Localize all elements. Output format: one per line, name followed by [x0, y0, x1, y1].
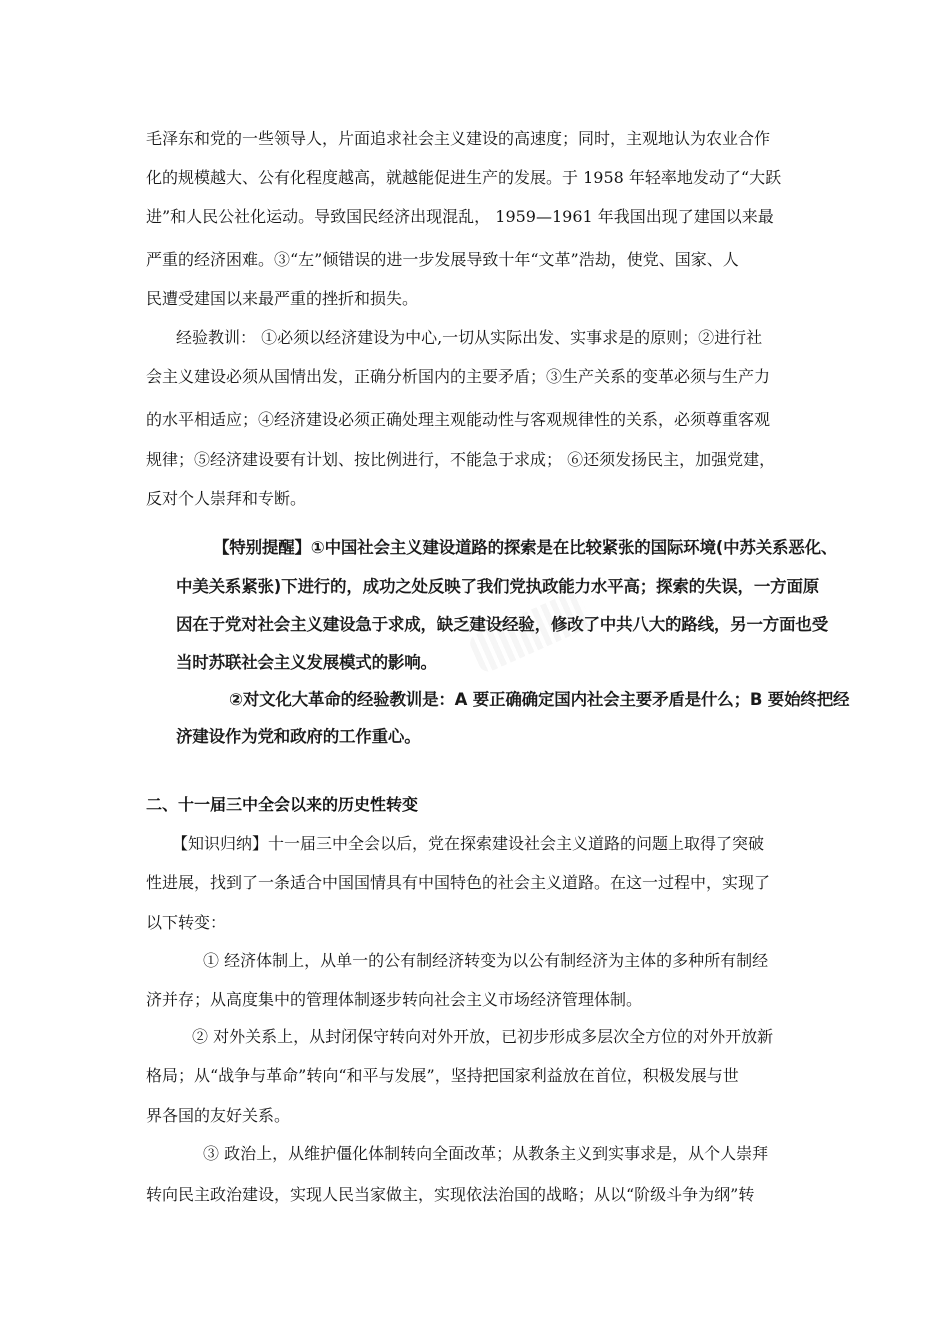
- reminder-line: 【特别提醒】①中国社会主义建设道路的探索是在比较紧张的国际环境(中苏关系恶化、: [213, 538, 838, 557]
- reminder-line: 当时苏联社会主义发展模式的影响。: [176, 653, 437, 672]
- lessons-line: 的水平相适应；④经济建设必须正确处理主观能动性与客观规律性的关系，必须尊重客观: [146, 410, 771, 429]
- reminder-line: 因在于党对社会主义建设急于求成，缺乏建设经验，修改了中共八大的路线，另一方面也受: [176, 615, 829, 634]
- section2-line: 【知识归纳】十一届三中全会以后，党在探索建设社会主义道路的问题上取得了突破: [172, 834, 765, 853]
- lessons-line: 规律；⑤经济建设要有计划、按比例进行，不能急于求成； ⑥还须发扬民主，加强党建，: [146, 450, 776, 469]
- paragraph-line: 严重的经济困难。③“左”倾错误的进一步发展导致十年“文革”浩劫，使党、国家、人: [146, 250, 739, 269]
- section2-line: 转向民主政治建设，实现人民当家做主，实现依法治国的战略；从以“阶级斗争为纲”转: [146, 1185, 755, 1204]
- lessons-line: 经验教训： ①必须以经济建设为中心,一切从实际出发、实事求是的原则；②进行社: [176, 328, 763, 347]
- section2-line: ① 经济体制上，从单一的公有制经济转变为以公有制经济为主体的多种所有制经: [203, 951, 769, 970]
- section2-line: ③ 政治上，从维护僵化体制转向全面改革；从教条主义到实事求是，从个人崇拜: [203, 1144, 769, 1163]
- lessons-line: 会主义建设必须从国情出发，正确分析国内的主要矛盾；③生产关系的变革必须与生产力: [146, 367, 771, 386]
- paragraph-line: 进”和人民公社化运动。导致国民经济出现混乱， 1959—1961 年我国出现了建国以来最: [146, 207, 774, 226]
- section2-line: ② 对外关系上，从封闭保守转向对外开放，已初步形成多层次全方位的对外开放新: [192, 1027, 774, 1046]
- lessons-line: 反对个人崇拜和专断。: [146, 489, 307, 508]
- section2-line: 界各国的友好关系。: [146, 1106, 291, 1125]
- reminder-line: 济建设作为党和政府的工作重心。: [176, 727, 421, 746]
- section2-line: 济并存；从高度集中的管理体制逐步转向社会主义市场经济管理体制。: [146, 990, 643, 1009]
- section2-line: 以下转变：: [146, 913, 227, 932]
- reminder-line: ②对文化大革命的经验教训是：A 要正确确定国内社会主要矛盾是什么；B 要始终把经: [229, 690, 850, 709]
- reminder-line: 中美关系紧张)下进行的，成功之处反映了我们党执政能力水平高；探索的失误，一方面原: [176, 577, 820, 596]
- section-heading: 二、十一届三中全会以来的历史性转变: [146, 795, 419, 814]
- paragraph-line: 毛泽东和党的一些领导人，片面追求社会主义建设的高速度；同时，主观地认为农业合作: [146, 129, 771, 148]
- paragraph-line: 民遭受建国以来最严重的挫折和损失。: [146, 289, 419, 308]
- section2-line: 性进展，找到了一条适合中国国情具有中国特色的社会主义道路。在这一过程中，实现了: [146, 873, 771, 892]
- paragraph-line: 化的规模越大、公有化程度越高，就越能促进生产的发展。于 1958 年轻率地发动了“大跃: [146, 168, 782, 187]
- section2-line: 格局；从“战争与革命”转向“和平与发展”，坚持把国家利益放在首位，积极发展与世: [146, 1066, 739, 1085]
